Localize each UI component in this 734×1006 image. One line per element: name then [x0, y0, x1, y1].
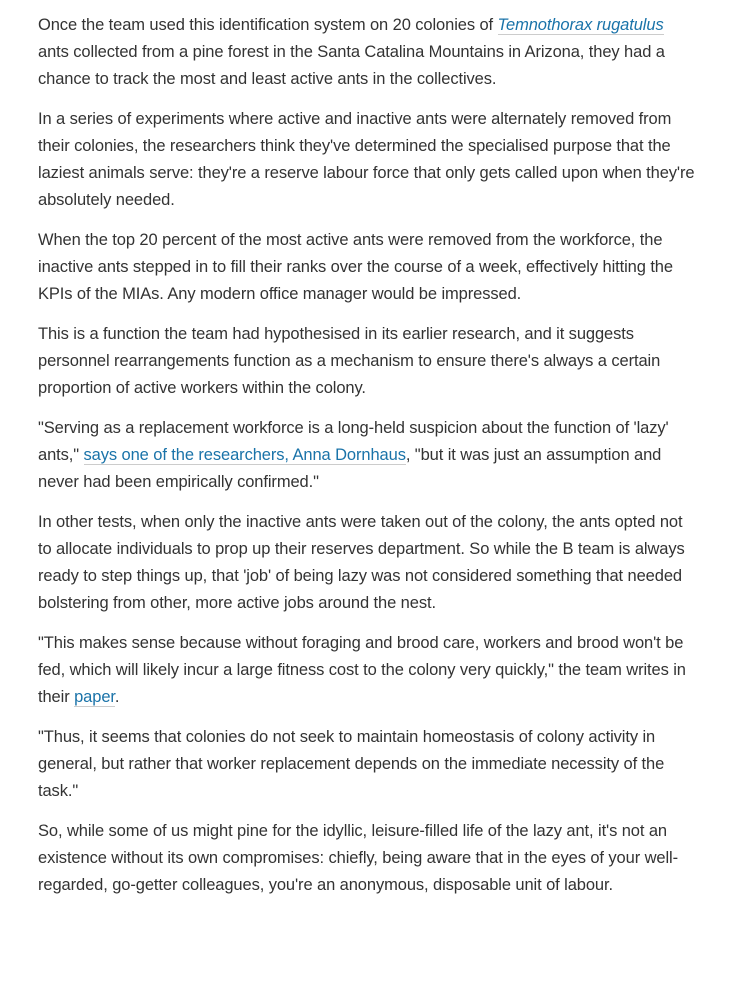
paragraph-text: In a series of experiments where active and inactive ants were alternately removed from their colonies, the researchers think they've determined the specialised purpose that the laziest animals serve: they're a reserve labour force that only gets called upon when they're absolutely needed.: [38, 110, 695, 209]
article-paragraph: [38, 630, 696, 711]
paragraph-text: When the top 20 percent of the most active ants were removed from the workforce, the inactive ants stepped in to fill their ranks over the course of a week, effectively hitting the KPIs of the MIAs. Any modern office manager would be impressed.: [38, 231, 673, 303]
article-paragraph: [38, 724, 696, 805]
article-paragraph: [38, 227, 696, 308]
article-paragraph: [38, 415, 696, 496]
paragraph-text: "This makes sense because without foraging and brood care, workers and brood won't be fed, which will likely incur a large fitness cost to the colony very quickly," the team writes in their: [38, 634, 686, 706]
paragraph-text: , "but it was just an assumption and never had been empirically confirmed.": [38, 446, 662, 491]
paragraph-text: "Thus, it seems that colonies do not seek to maintain homeostasis of colony activity in general, but rather that worker replacement depends on the immediate necessity of the task.": [38, 728, 665, 800]
paragraph-text: In other tests, when only the inactive ants were taken out of the colony, the ants opted not to allocate individuals to prop up their reserves department. So while the B team is always ready to step things up, that 'job' of being lazy was not considered something that needed bolstering from other, more active jobs around the nest.: [38, 513, 685, 612]
article-paragraph: [38, 12, 696, 93]
article-body: [38, 12, 696, 899]
article-paragraph: [38, 321, 696, 402]
article-paragraph: [38, 509, 696, 617]
article-paragraph: [38, 106, 696, 214]
paragraph-text: Once the team used this identification system on 20 colonies of: [38, 16, 498, 34]
link-anna-dornhaus-quote[interactable]: says one of the researchers, Anna Dornhaus: [83, 446, 406, 464]
paragraph-text: So, while some of us might pine for the idyllic, leisure-filled life of the lazy ant, it's not an existence without its own compromises: chiefly, being aware that in the eyes of your well-regarded, go-getter colleagues, you're an anonymous, disposable unit of labour.: [38, 822, 678, 894]
paragraph-text: .: [114, 688, 120, 706]
paragraph-text: ants collected from a pine forest in the Santa Catalina Mountains in Arizona, they had a chance to track the most and least active ants in the collectives.: [38, 43, 665, 88]
paragraph-text: This is a function the team had hypothesised in its earlier research, and it suggests personnel rearrangements function as a mechanism to ensure there's always a certain proportion of active workers within the colony.: [38, 325, 661, 397]
link-temnothorax-rugatulus[interactable]: Temnothorax rugatulus: [497, 16, 664, 34]
link-paper[interactable]: paper: [74, 688, 115, 706]
article-paragraph: [38, 818, 696, 899]
paragraph-text: "Serving as a replacement workforce is a long-held suspicion about the function of 'lazy' ants,": [38, 419, 669, 464]
